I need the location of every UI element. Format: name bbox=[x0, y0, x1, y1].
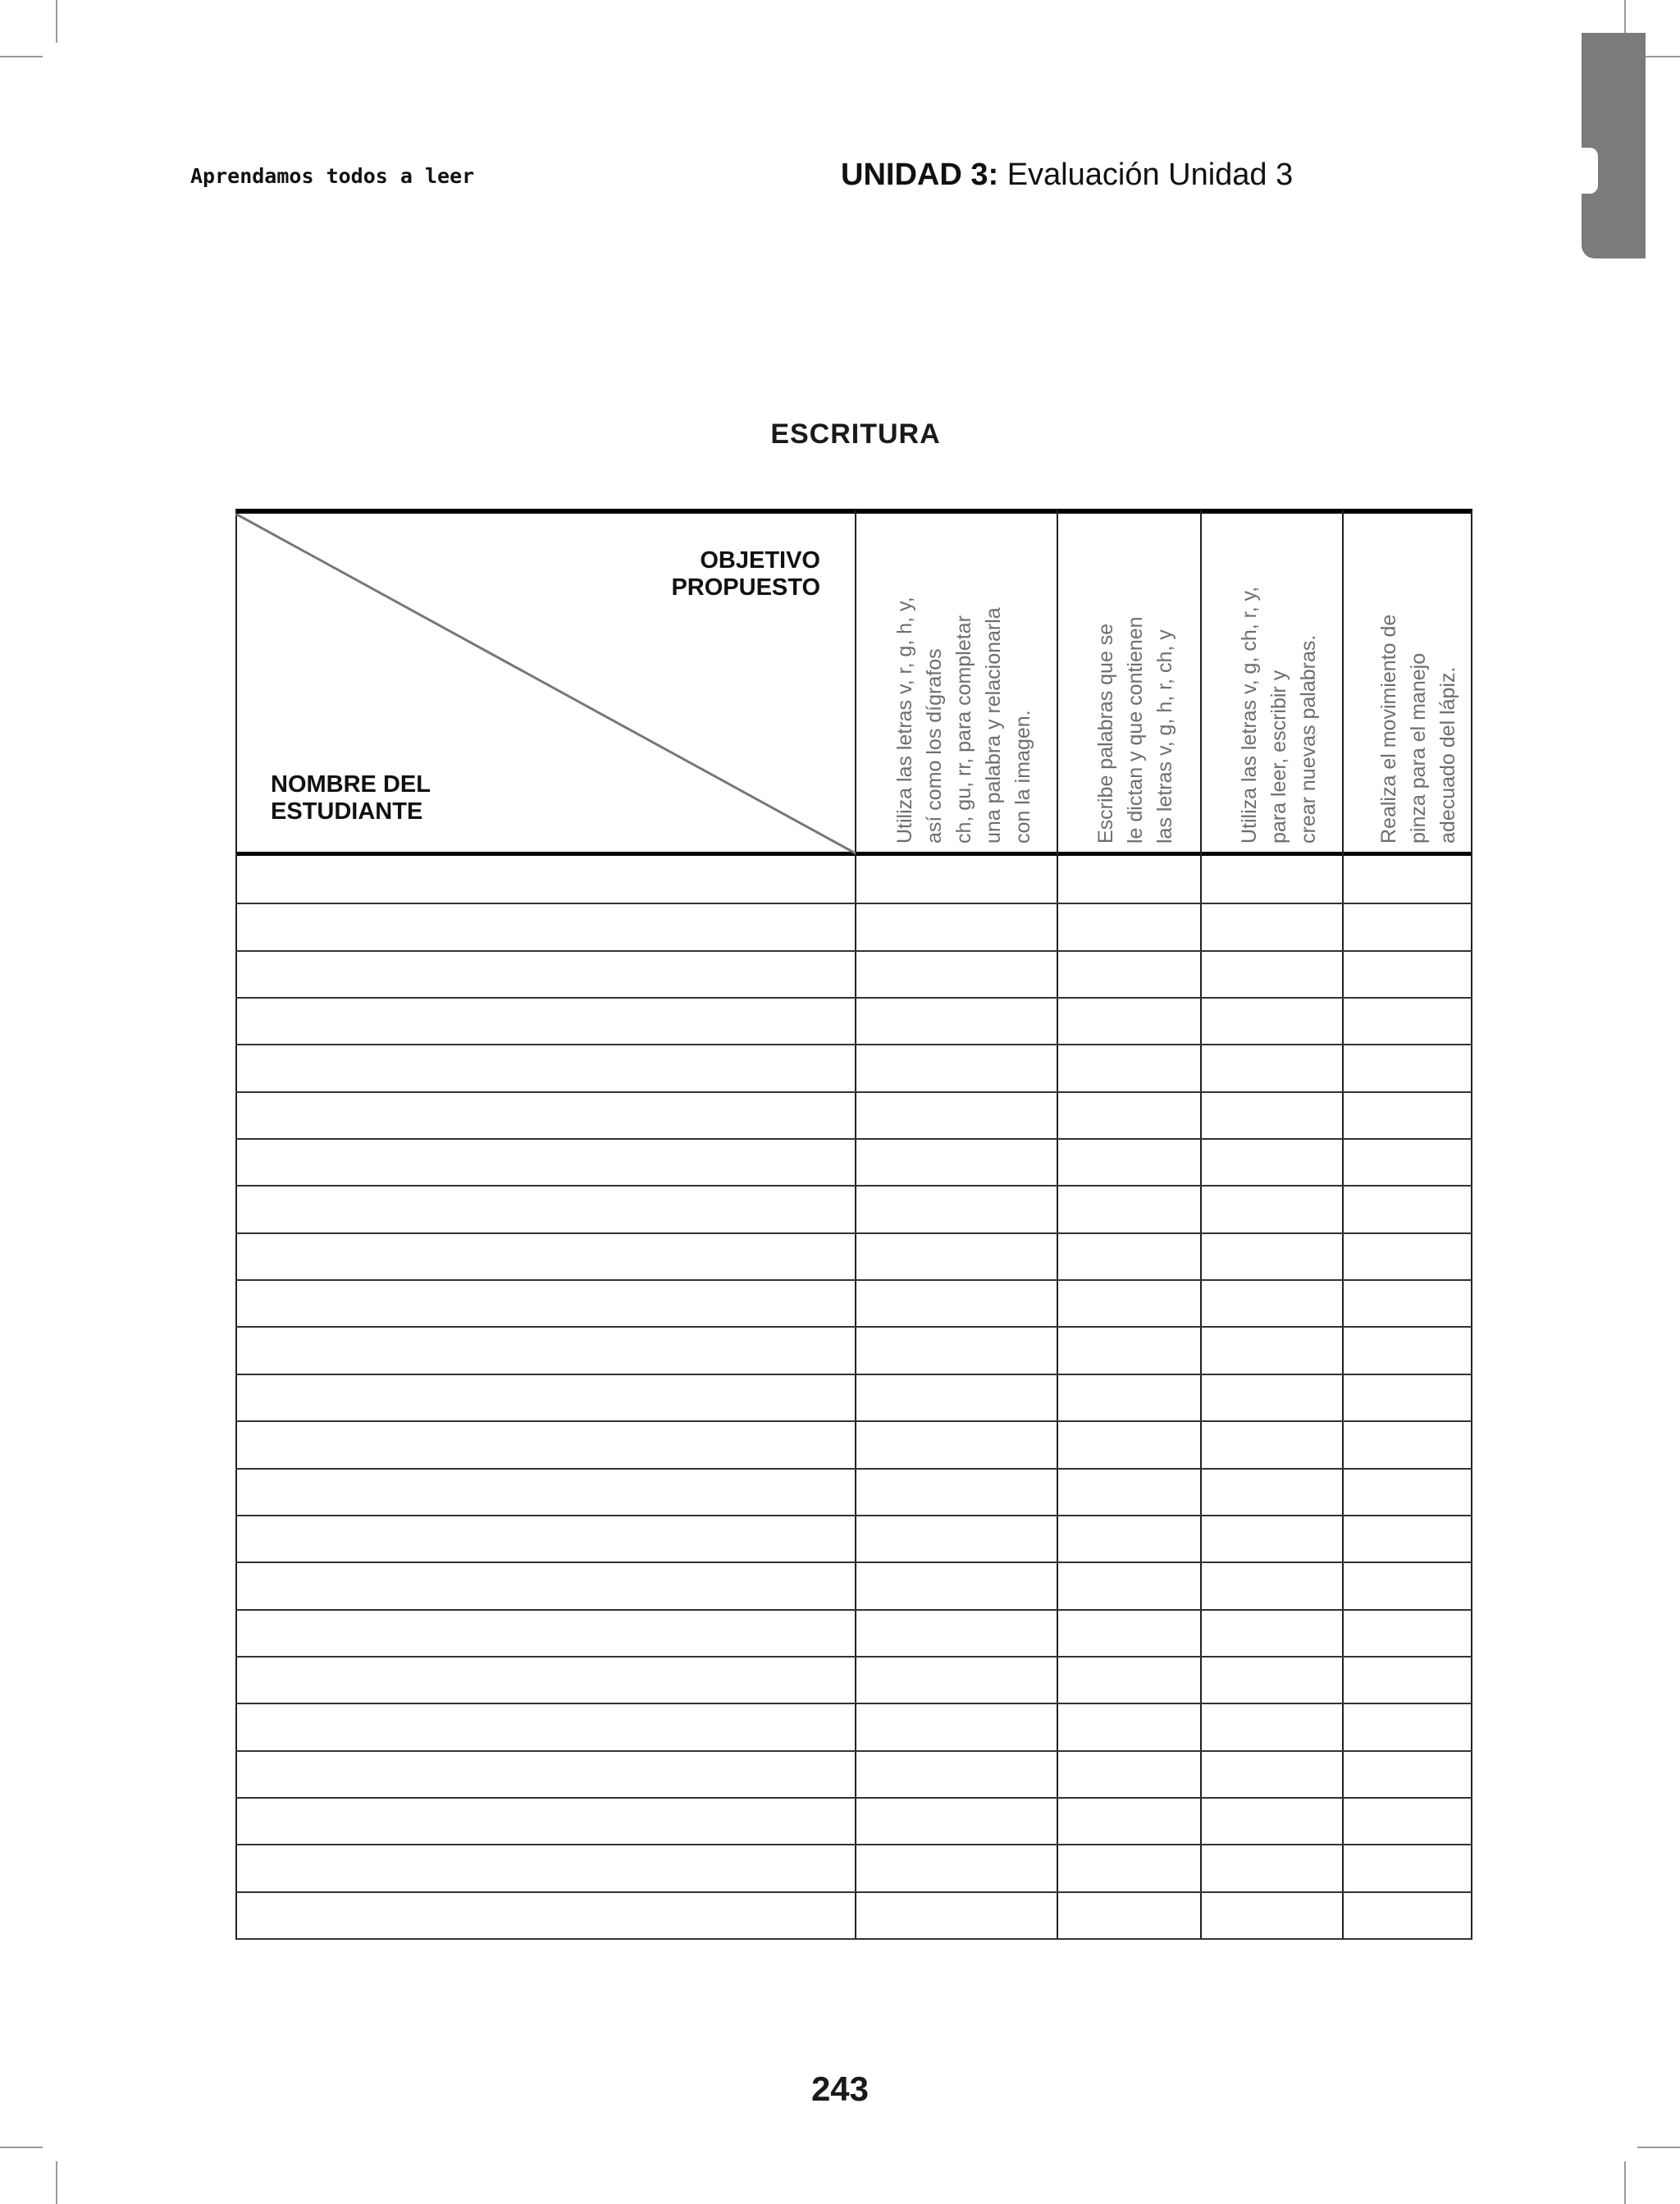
column-divider bbox=[1200, 510, 1202, 1940]
unit-label: UNIDAD 3: bbox=[841, 158, 999, 192]
objective-corner-label: OBJETIVO PROPUESTO bbox=[671, 547, 820, 601]
table-row-line bbox=[235, 1232, 1472, 1234]
table-row-line bbox=[235, 1797, 1472, 1799]
table-row-line bbox=[235, 903, 1472, 904]
table-row-line bbox=[235, 1703, 1472, 1704]
table-row-line bbox=[235, 1279, 1472, 1281]
crop-mark bbox=[0, 2147, 43, 2148]
table-row-line bbox=[235, 1750, 1472, 1752]
unit-header bbox=[841, 158, 1293, 193]
book-title: Aprendamos todos a leer bbox=[190, 164, 475, 188]
table-row-line bbox=[235, 1891, 1472, 1893]
crop-mark bbox=[0, 56, 43, 57]
edge-tab-notch bbox=[1582, 148, 1598, 194]
unit-title: Evaluación Unidad 3 bbox=[1007, 158, 1294, 192]
student-name-corner-label: NOMBRE DEL ESTUDIANTE bbox=[271, 771, 431, 825]
table-row-line bbox=[235, 1374, 1472, 1375]
table-row-line bbox=[235, 1138, 1472, 1140]
objective-header-4 bbox=[1374, 515, 1468, 852]
table-row-line bbox=[235, 1844, 1472, 1845]
objective-header-3 bbox=[1235, 515, 1341, 852]
crop-mark bbox=[1637, 2147, 1680, 2148]
table-row-line bbox=[235, 1656, 1472, 1658]
objective-text: Realiza el movimiento de pinza para el manejo adecuado del lápiz. bbox=[1377, 614, 1459, 844]
objective-text: Escribe palabras que se le dictan y que contienen las letras v, g, h, r, ch, y bbox=[1094, 616, 1176, 844]
table-row-line bbox=[235, 1562, 1472, 1563]
column-divider bbox=[1342, 510, 1344, 1940]
page-number: 243 bbox=[810, 2069, 870, 2108]
table-row-line bbox=[235, 950, 1472, 952]
table-border-right bbox=[1471, 510, 1472, 1940]
crop-mark bbox=[56, 2161, 57, 2204]
objective-header-2 bbox=[1091, 515, 1198, 852]
objective-header-1 bbox=[890, 515, 1054, 852]
table-row-line bbox=[235, 1044, 1472, 1045]
table-row-line bbox=[235, 997, 1472, 999]
column-divider bbox=[1057, 510, 1058, 1940]
section-title: ESCRITURA bbox=[770, 418, 941, 450]
table-row-line bbox=[235, 1468, 1472, 1470]
objective-text: Utiliza las letras v, g, ch, r, y, para leer, escribir y crear nuevas palabras. bbox=[1238, 586, 1320, 844]
table-row-line bbox=[235, 1609, 1472, 1611]
table-row-line bbox=[235, 1091, 1472, 1093]
table-row-line bbox=[235, 1185, 1472, 1187]
table-row-line bbox=[235, 1515, 1472, 1516]
crop-mark bbox=[1624, 2161, 1626, 2204]
table-row-line bbox=[235, 1938, 1472, 1940]
table-row-line bbox=[235, 1420, 1472, 1422]
table-row-line bbox=[235, 1326, 1472, 1328]
crop-mark bbox=[56, 0, 57, 43]
chapter-edge-tab bbox=[1582, 33, 1646, 258]
objective-text: Utiliza las letras v, r, g, h, y, así como los dígrafos ch, gu, rr, para completar una palabra y relacionarla con la imagen. bbox=[893, 597, 1034, 844]
